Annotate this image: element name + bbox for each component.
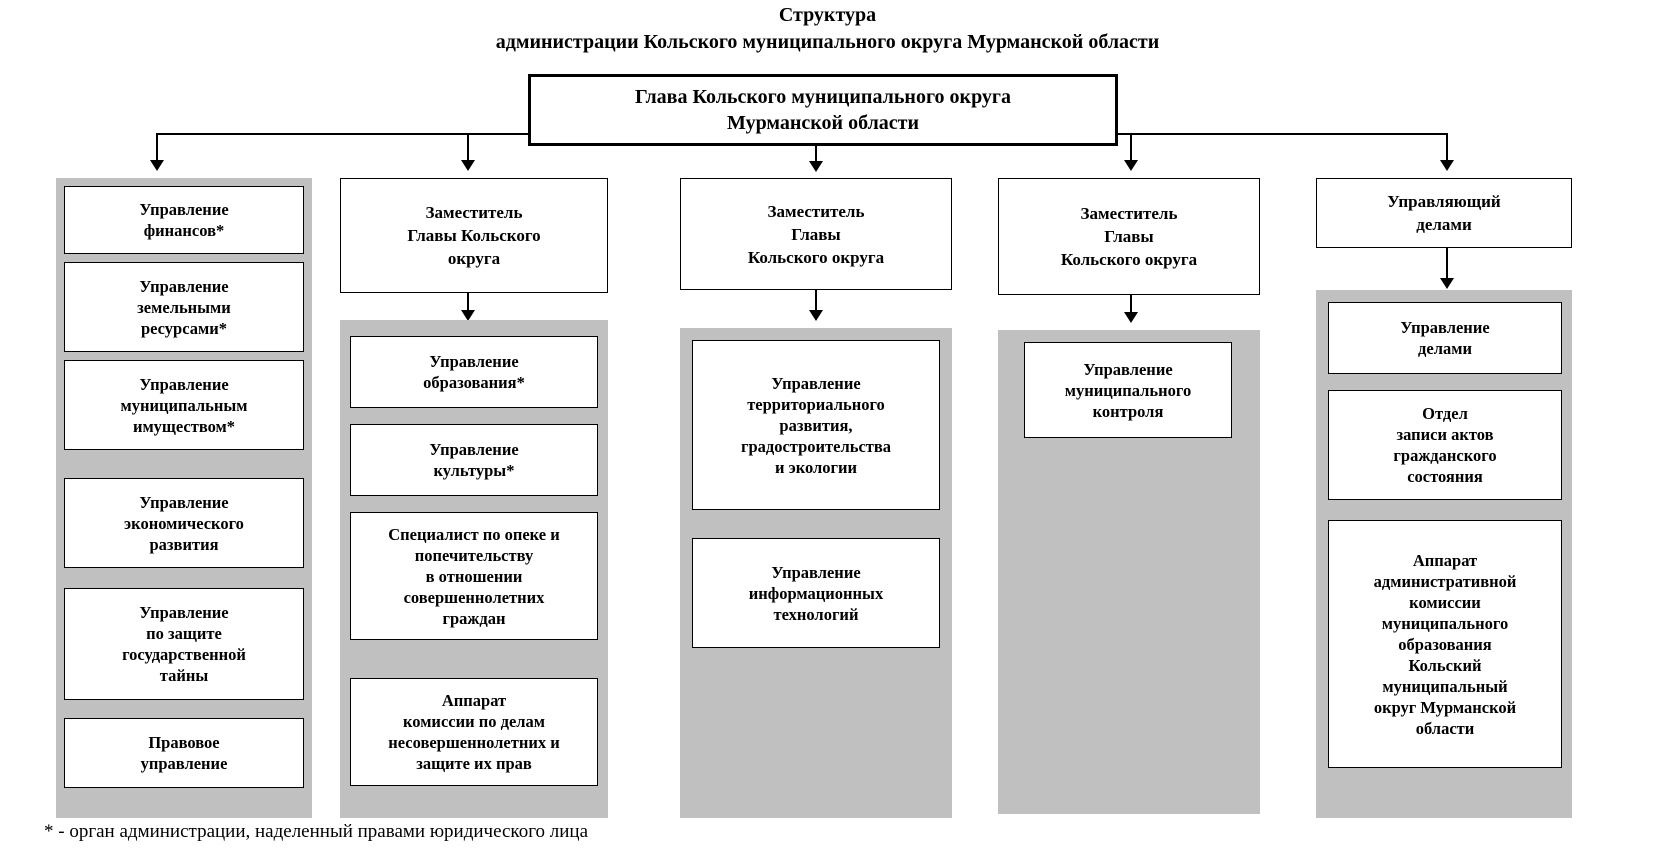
dept-zags bbox=[1328, 390, 1562, 500]
deputy-label: Заместитель Главы Кольского округа bbox=[1060, 204, 1198, 269]
dept-label: Управление муниципальным имуществом* bbox=[120, 374, 248, 436]
arrow-deputy2 bbox=[809, 310, 823, 321]
dept-label: Управление земельными ресурсами* bbox=[137, 276, 231, 338]
dept-label: Управление образования* bbox=[423, 352, 525, 392]
arrow-col2 bbox=[461, 160, 475, 171]
deputy-box-2 bbox=[680, 178, 952, 290]
title-line-1: Структура bbox=[778, 4, 877, 26]
dept-label: Отдел записи актов гражданского состояния bbox=[1393, 404, 1497, 486]
dept-label: Управление культуры* bbox=[429, 440, 519, 480]
dept-label: Правовое управление bbox=[140, 733, 228, 773]
dept-apparat-komissii-nesovershennoletnih bbox=[350, 678, 598, 786]
dept-label: Специалист по опеке и попечительству в отношении совершеннолетних граждан bbox=[388, 524, 560, 628]
connector-right-trunk bbox=[1116, 133, 1448, 135]
head-line-2: Мурманской области bbox=[726, 112, 920, 134]
dept-label: Управление финансов* bbox=[139, 200, 229, 240]
dept-specialist-opeka bbox=[350, 512, 598, 640]
arrow-col3 bbox=[809, 161, 823, 172]
arrow-deputy3 bbox=[1124, 312, 1138, 323]
dept-upravlenie-obrazovaniya bbox=[350, 336, 598, 408]
dept-upravlenie-kultury bbox=[350, 424, 598, 496]
dept-label: Аппарат комиссии по делам несовершеннолетних и защите их прав bbox=[388, 691, 560, 773]
dept-label: Управление информационных технологий bbox=[748, 562, 884, 624]
head-of-district-box bbox=[528, 74, 1118, 146]
footnote: * - орган администрации, наделенный правами юридического лица bbox=[44, 821, 589, 842]
dept-upravlenie-delami bbox=[1328, 302, 1562, 374]
deputy-label: Заместитель Главы Кольского округа bbox=[747, 201, 885, 267]
head-line-1: Глава Кольского муниципального округа bbox=[634, 86, 1012, 108]
dept-label: Управление делами bbox=[1400, 318, 1490, 358]
dept-zemelnye-resursy bbox=[64, 262, 304, 352]
dept-pravovoe-upravlenie bbox=[64, 718, 304, 788]
title-line-2: администрации Кольского муниципального округа Мурманской области bbox=[495, 31, 1160, 53]
connector-left-trunk bbox=[156, 133, 530, 135]
dept-label: Управление муниципального контроля bbox=[1064, 359, 1192, 421]
dept-label: Аппарат административной комиссии муниципального образования Кольский муниципальный округ Мурманской области bbox=[1373, 550, 1517, 738]
arrow-col1 bbox=[150, 160, 164, 171]
dept-territorialnoe-razvitie bbox=[692, 340, 940, 510]
arrow-col4 bbox=[1124, 160, 1138, 171]
deputy-label: Заместитель Главы Кольского округа bbox=[407, 203, 541, 268]
dept-ekonomicheskoe-razvitie bbox=[64, 478, 304, 568]
deputy-box-1 bbox=[340, 178, 608, 293]
dept-zashchita-gos-tayny bbox=[64, 588, 304, 700]
page-title bbox=[0, 2, 1655, 56]
dept-municipalnoe-imushchestvo bbox=[64, 360, 304, 450]
arrow-affairs bbox=[1440, 278, 1454, 289]
affairs-manager-label: Управляющий делами bbox=[1387, 192, 1501, 234]
dept-label: Управление по защите государственной тайны bbox=[122, 603, 246, 685]
dept-apparat-administrativnoy-komissii bbox=[1328, 520, 1562, 768]
dept-label: Управление территориального развития, градостроительства и экологии bbox=[740, 373, 892, 477]
deputy-box-3 bbox=[998, 178, 1260, 295]
dept-upravlenie-finansov bbox=[64, 186, 304, 254]
affairs-manager-box bbox=[1316, 178, 1572, 248]
arrow-col5 bbox=[1440, 160, 1454, 171]
dept-informacionnye-tehnologii bbox=[692, 538, 940, 648]
dept-municipalnyy-kontrol bbox=[1024, 342, 1232, 438]
dept-label: Управление экономического развития bbox=[124, 492, 244, 554]
